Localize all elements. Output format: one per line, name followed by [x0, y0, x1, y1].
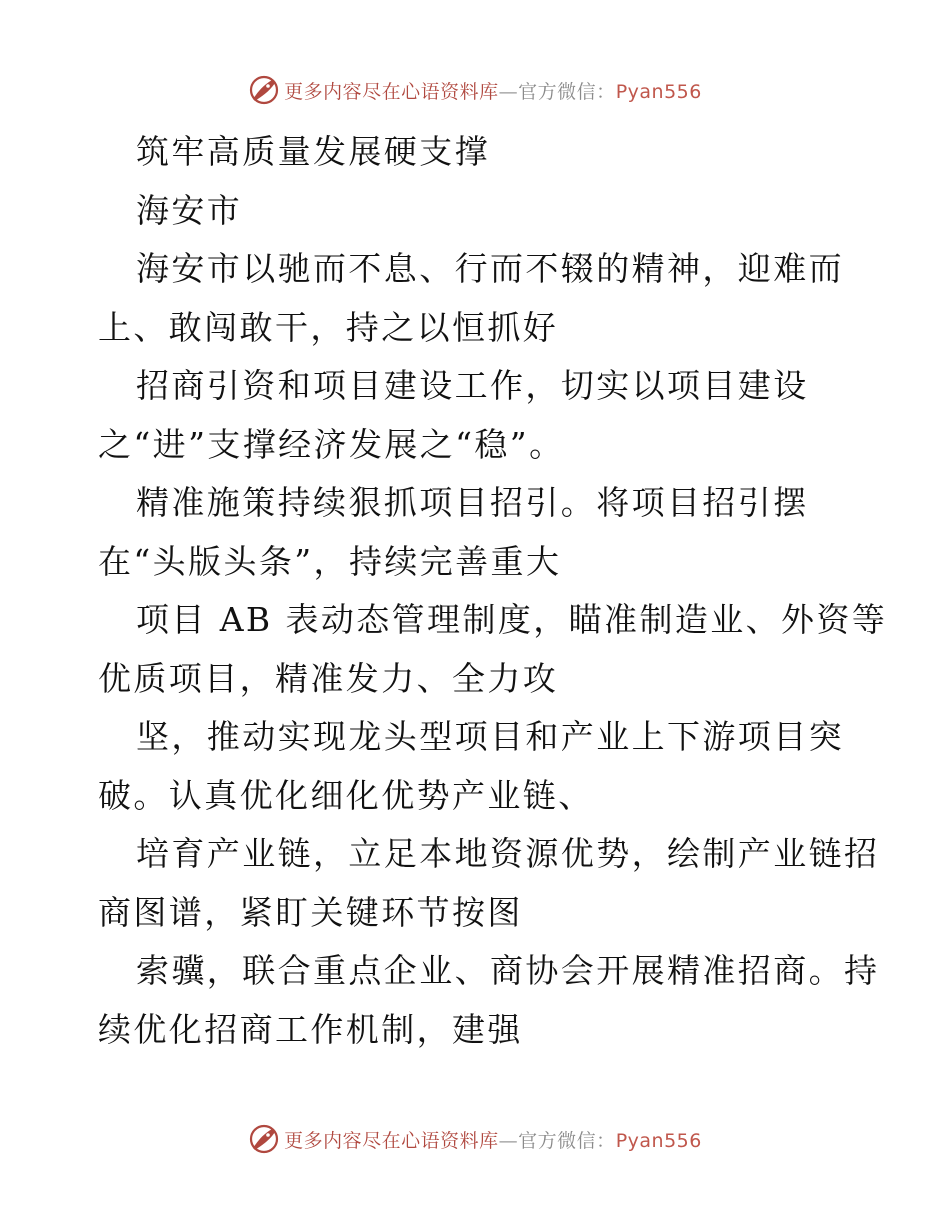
footer-banner: [0, 1119, 950, 1159]
banner-wechat-id: Pyan556: [615, 80, 702, 103]
banner-label: 官方微信：: [518, 80, 616, 103]
paragraph-line: 续优化招商工作机制，建强: [98, 1009, 523, 1049]
banner-text: [284, 1126, 702, 1153]
banner-separator: —: [498, 1129, 519, 1152]
paragraph-line: 项目 AB 表动态管理制度，瞄准制造业、外资等: [136, 600, 888, 639]
paragraph-line: 培育产业链，立足本地资源优势，绘制产业链招: [136, 834, 880, 873]
document-body: [98, 123, 888, 1059]
banner-label: 官方微信：: [518, 1129, 616, 1152]
banner-separator: —: [498, 80, 519, 103]
paragraph-line: 优质项目，精准发力、全力攻: [98, 658, 559, 698]
paragraph-line: 坚，推动实现龙头型项目和产业上下游项目突: [136, 717, 844, 756]
paragraph-line: 商图谱，紧盯关键环节按图: [98, 892, 523, 932]
document-title: 筑牢高质量发展硬支撑: [136, 132, 490, 171]
banner-wechat-id: Pyan556: [615, 1129, 702, 1152]
banner-main-text: 更多内容尽在心语资料库: [284, 1129, 499, 1152]
banner-main-text: 更多内容尽在心语资料库: [284, 80, 499, 103]
banner-text: [284, 77, 702, 104]
pen-logo-icon: [248, 74, 280, 106]
paragraph-line: 海安市以驰而不息、行而不辍的精神，迎难而: [136, 249, 844, 288]
document-author: 海安市: [136, 190, 243, 230]
pen-logo-icon: [248, 1123, 280, 1155]
paragraph-line: 招商引资和项目建设工作，切实以项目建设: [136, 366, 809, 405]
paragraph-line: 上、敢闯敢干，持之以恒抓好: [98, 307, 559, 347]
paragraph-line: 破。认真优化细化优势产业链、: [98, 775, 594, 815]
paragraph-line: 索骥，联合重点企业、商协会开展精准招商。持: [136, 951, 880, 990]
header-banner: [0, 70, 950, 110]
paragraph-line: 精准施策持续狠抓项目招引。将项目招引摆: [136, 483, 809, 522]
paragraph-line: 之“进”支撑经济发展之“稳”。: [98, 424, 565, 464]
paragraph-line: 在“头版头条”，持续完善重大: [98, 541, 562, 581]
